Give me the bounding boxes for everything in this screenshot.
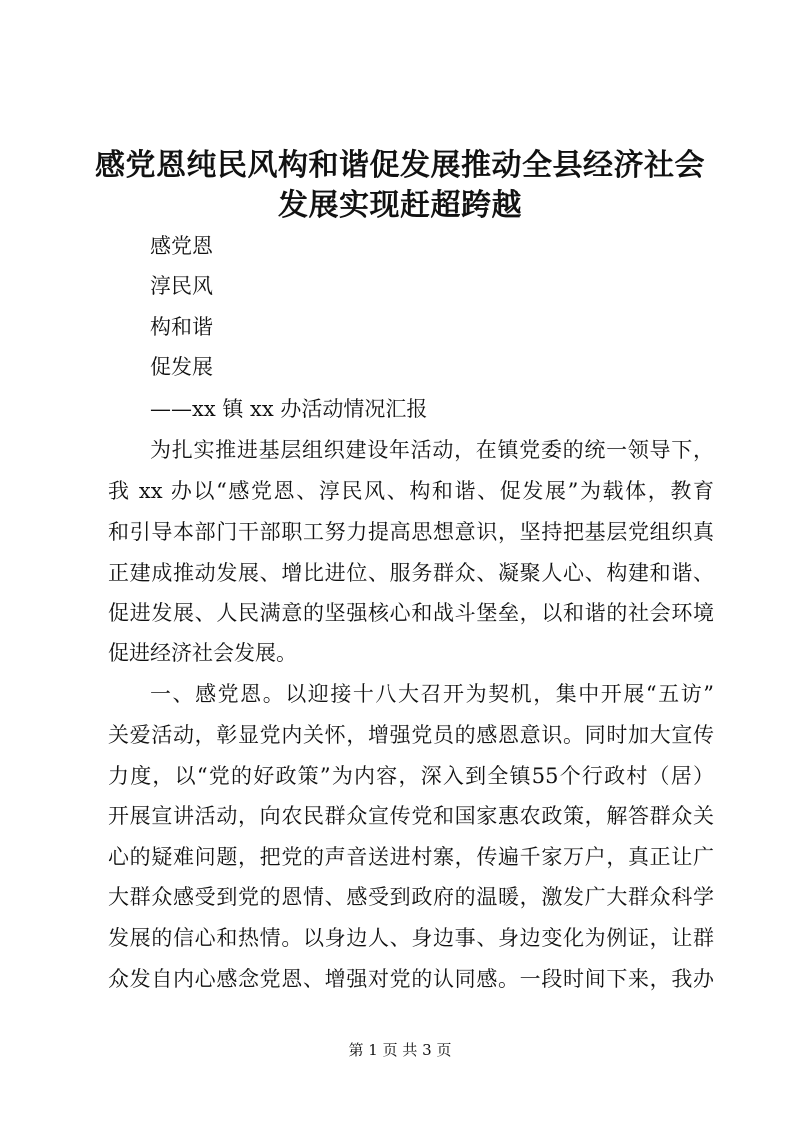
- paragraph-2-line: 关爱活动，彰显党内关怀，增强党员的感恩意识。同时加大宣传: [108, 723, 714, 747]
- paragraph-1-line: 为扎实推进基层组织建设年活动，在镇党委的统一领导下，: [150, 438, 714, 462]
- paragraph-2-line: 一、感党恩。以迎接十八大召开为契机，集中开展“五访”: [150, 682, 714, 706]
- heading-cu-fa-zhan: 促发展: [150, 355, 213, 379]
- paragraph-2-line: 众发自内心感念党恩、增强对党的认同感。一段时间下来，我办: [108, 967, 714, 991]
- document-title-line-2: 发展实现赶超跨越: [278, 188, 522, 223]
- paragraph-1-line: 促进发展、人民满意的坚强核心和战斗堡垒，以和谐的社会环境: [108, 601, 714, 625]
- paragraph-1-line: 和引导本部门干部职工努力提高思想意识，坚持把基层党组织真: [108, 520, 714, 544]
- paragraph-1-line: 正建成推动发展、增比进位、服务群众、凝聚人心、构建和谐、: [108, 561, 714, 585]
- document-title-line-1: 感党恩纯民风构和谐促发展推动全县经济社会: [95, 148, 705, 183]
- heading-chun-min-feng: 淳民风: [150, 274, 213, 298]
- heading-gou-he-xie: 构和谐: [150, 315, 213, 339]
- paragraph-2-line: 心的疑难问题，把党的声音送进村寨，传遍千家万户，真正让广: [108, 845, 714, 869]
- page-number-footer: 第 1 页 共 3 页: [348, 1041, 452, 1059]
- paragraph-2-line: 开展宣讲活动，向农民群众宣传党和国家惠农政策，解答群众关: [108, 804, 714, 828]
- paragraph-2-line: 发展的信心和热情。以身边人、身边事、身边变化为例证，让群: [108, 926, 714, 950]
- paragraph-2-line: 力度，以“党的好政策”为内容，深入到全镇55个行政村（居）: [108, 764, 714, 788]
- paragraph-1-line: 我 xx 办以“感党恩、淳民风、构和谐、促发展”为载体，教育: [108, 479, 714, 503]
- paragraph-2-line: 大群众感受到党的恩情、感受到政府的温暖，激发广大群众科学: [108, 885, 714, 909]
- report-subtitle: ——xx 镇 xx 办活动情况汇报: [150, 397, 428, 421]
- heading-gan-dang-en: 感党恩: [150, 234, 213, 258]
- paragraph-1-line: 促进经济社会发展。: [108, 641, 297, 665]
